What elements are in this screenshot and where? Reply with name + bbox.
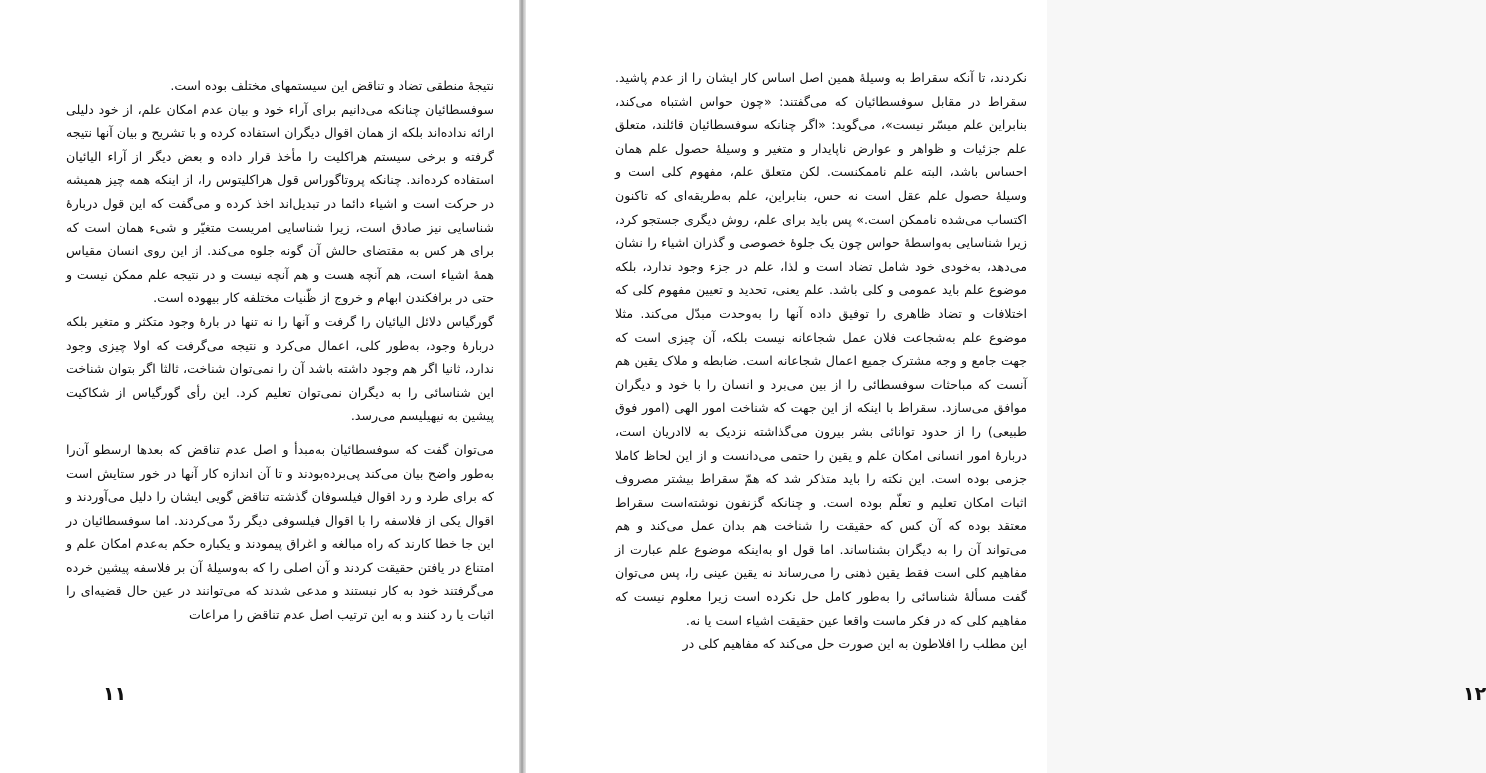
- paragraph: گورگیاس دلائل الیائیان را گرفت و آنها را نه تنها در بارهٔ وجود متکثر و متغیر بلکه دربارهٔ وجود، به‌طور کلی، اعمال می‌کرد و نتیجه می‌گرفت که اولا چیزی وجود ندارد، ثانیا اگر هم وجود داشته باشد آن را نمی‌توان شناخت، ثالثا اگر بتوان شناخت این شناسائی را به دیگران نمی‌توان تعلیم کرد. این رأی گورگیاس از شکاکیت پیشین به نیهیلیسم می‌رسد.: [66, 313, 494, 424]
- paragraph: می‌توان گفت که سوفسطائیان به‌مبدأ و اصل عدم تناقض که بعدها ارسطو آن‌را به‌طور واضح بیان می‌کند پی‌برده‌بودند و تا آن اندازه کار آنها در خور ستایش است که برای طرد و رد اقوال فیلسوفان گذشته تناقض گویی ایشان را دلیل می‌آوردند و اقوال یکی از فلاسفه را با اقوال فیلسوفی دیگر ردّ می‌کردند. اما سوفسطائیان در این جا خطا کارند که راه مبالغه و اغراق پیمودند و یکباره حکم به‌عدم امکان علم و امتناع در یافتن حقیقت کردند و آن اصلی را که به‌وسیلهٔ آن بر فلاسفه پیشین خرده می‌گرفتند خود به کار نبستند و مدعی شدند که می‌توانند در عین حال قضیه‌ای را اثبات یا رد کنند و به این ترتیب اصل عدم تناقض را مراعات: [66, 441, 494, 623]
- paragraph: سوفسطائیان چنانکه می‌دانیم برای آراء خود و بیان عدم امکان علم، از خود دلیلی ارائه نداده‌اند بلکه از همان اقوال دیگران استفاده کرده و با تشریح و بیان آنها نتیجه گرفته و برخی سیستم هراکلیت را مأخذ قرار داده و بعض دیگر از آراء الیائیان استفاده کرده‌اند. چنانکه پروتاگوراس قول هراکلیتوس را، از اینکه همه چیز همیشه در حرکت است و اشیاء دائما در تبدیل‌اند اخذ کرده و می‌گفت که این قول دربارهٔ شناسایی نیز صادق است، زیرا شناسایی امریست متغیّر و شیء همان است که برای هر کس به مقتضای حالش آن گونه جلوه می‌کند. از این روی انسان مقیاس همهٔ اشیاء است، هم آنچه هست و هم آنچه نیست و در نتیجه علم ممکن نیست و حتی در برافکندن ابهام و خروج از ظّنیات مختلفه کار بیهوده است.: [66, 101, 494, 306]
- page-number: ۱۱: [103, 683, 127, 705]
- right-page-text: [615, 66, 1027, 656]
- paragraph: نتیجهٔ منطقی تضاد و تناقض این سیستمهای مختلف بوده است.: [170, 78, 494, 93]
- book-gutter: [519, 0, 526, 773]
- paragraph: این مطلب را افلاطون به این صورت حل می‌کند که مفاهیم کلی در: [682, 636, 1027, 652]
- left-page: [0, 0, 519, 773]
- page-number: ۱۲: [1463, 683, 1486, 705]
- paragraph: نکردند، تا آنکه سقراط به وسیلهٔ همین اصل اساس کار ایشان را از عدم پاشید. سقراط در مقابل سوفسطائیان که می‌گفتند: «چون حواس اشتباه می‌کند، بنابراین علم میسّر نیست»، می‌گوید: «اگر چنانکه سوفسطائیان قائلند، متعلق علم جزئیات و ظواهر و عوارض ناپایدار و متغیر و وسیلهٔ حصول علم همان احساس باشد، البته علم ناممکنست. لکن متعلق علم، مفهوم کلی است و وسیلهٔ حصول علم عقل است نه حس، بنابراین، علم به‌طریقه‌ای که تاکنون اکتساب می‌شده ناممکن است.» پس باید برای علم، روش دیگری جستجو کرد، زیرا شناسایی به‌واسطهٔ حواس چون یک جلوهٔ خصوصی و گذران اشیاء را نشان می‌دهد، به‌خودی خود شامل تضاد است و لذا، علم در جزء وجود ندارد، بلکه موضوع علم باید عمومی و کلی باشد. علم یعنی، تحدید و تعیین مفهوم کلی که اختلافات و تضاد ظاهری را توفیق داده آنها را به‌وحدت مبدّل می‌کند. مثلا موضوع علم به‌شجاعت فلان عمل شجاعانه نیست بلکه، آن چیزی است که جهت جامع و وجه مشترک جمیع اعمال شجاعانه است. ضابطه و ملاک یقین هم آنست که مباحثات سوفسطائی را از بین می‌برد و انسان را با خود و دیگران موافق می‌سازد. سقراط با اینکه از این جهت که شناخت امور الهی (امور فوق طبیعی) را از حدود توانائی بشر بیرون می‌گذاشته نزدیک به لاادریان است، دربارهٔ امور انسانی امکان علم و یقین را حتمی می‌دانست و از این لحاظ کاملا جزمی بوده است. این نکته را باید متذکر شد که همّ سقراط بیشتر مصروف اثبات امکان تعلیم و تعلّم بوده است. و چنانکه گزنفون نوشته‌است سقراط معتقد بوده که آن کس که حقیقت را شناخت هم بدان عمل می‌کند و هم می‌تواند آن را به دیگران بشناساند. اما قول او به‌اینکه موضوع علم عبارت از مفاهیم کلی است فقط یقین ذهنی را می‌رساند نه یقین عینی را، پس می‌توان گفت مسألهٔ شناسائی را به‌طور کامل حل نکرده است زیرا معلوم نیست که مفاهیم کلی که در فکر ماست واقعا عین حقیقت اشیاء است یا نه.: [615, 70, 1027, 628]
- left-page-text: [66, 74, 494, 627]
- right-page: [526, 0, 1486, 773]
